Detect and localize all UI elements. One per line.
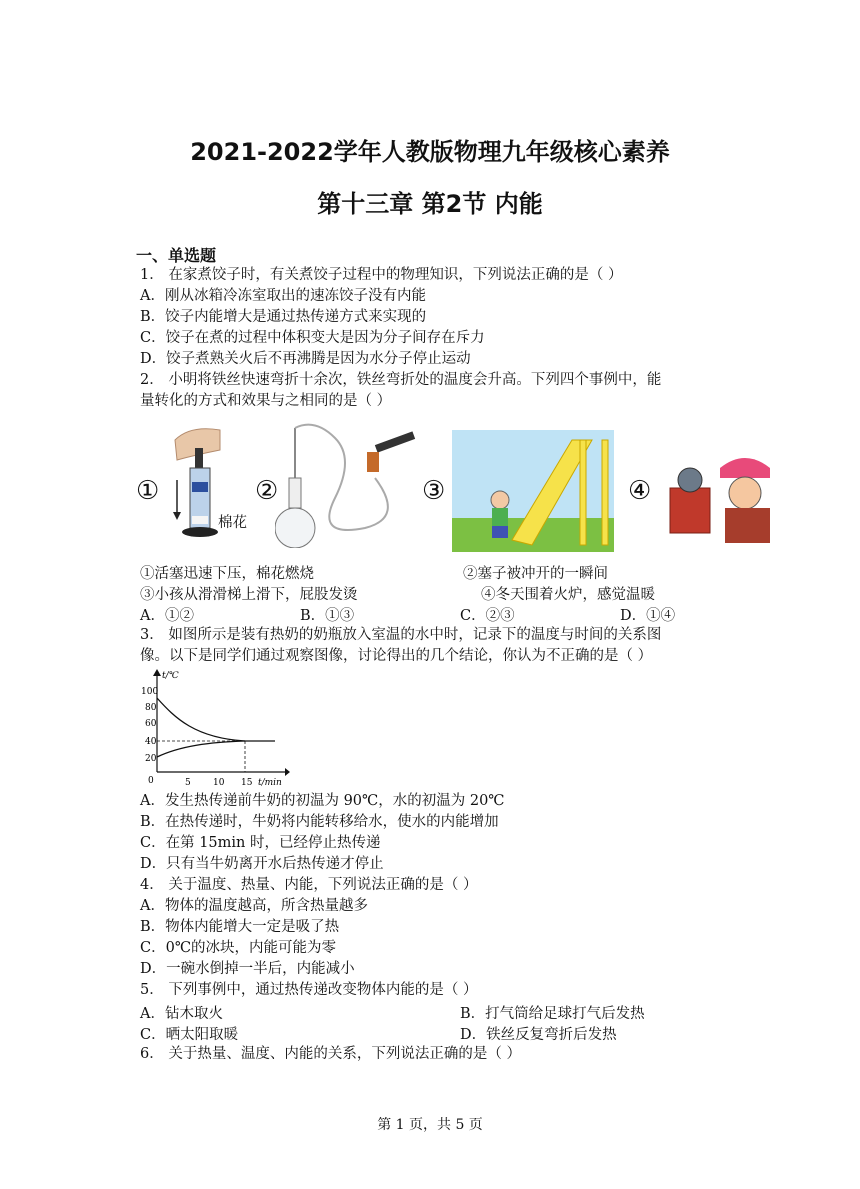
q4-stem: 4． 关于温度、热量、内能，下列说法正确的是（ ） — [140, 877, 478, 893]
q2-option-b: B．①③ — [300, 608, 355, 624]
x-axis-label: t/min — [258, 778, 282, 788]
q4-option-d: D．一碗水倒掉一半后，内能减小 — [140, 961, 355, 977]
stove-child-image — [665, 448, 780, 548]
marker-3: ③ — [422, 476, 446, 506]
chapter-title: 第十三章 第2节 内能 — [317, 190, 543, 218]
section-heading: 一、单选题 — [136, 246, 217, 265]
q1-option-c: C．饺子在煮的过程中体积变大是因为分子间存在斥力 — [140, 330, 485, 346]
x-tick-15: 15 — [241, 778, 253, 788]
y-tick-100: 100 — [141, 687, 159, 697]
q1-option-b: B．饺子内能增大是通过热传递方式来实现的 — [140, 309, 427, 325]
q3-option-d: D．只有当牛奶离开水后热传递才停止 — [140, 856, 384, 872]
temperature-time-graph — [140, 668, 290, 790]
marker-1: ① — [136, 476, 160, 506]
slide-image — [452, 430, 614, 552]
q5-option-c: C．晒太阳取暖 — [140, 1027, 239, 1043]
marker-2: ② — [255, 476, 279, 506]
q2-desc-4: ④冬天围着火炉，感觉温暖 — [481, 587, 655, 603]
water-curve — [157, 741, 245, 757]
q5-stem: 5． 下列事例中，通过热传递改变物体内能的是（ ） — [140, 982, 478, 998]
q3-stem-line2: 像。以下是同学们通过观察图像，讨论得出的几个结论，你认为不正确的是（ ） — [140, 648, 653, 664]
q4-option-c: C．0℃的冰块，内能可能为零 — [140, 940, 337, 956]
q5-option-a: A．钻木取火 — [140, 1006, 223, 1022]
milk-curve — [157, 698, 275, 741]
q5-option-d: D．铁丝反复弯折后发热 — [460, 1027, 617, 1043]
q2-option-d: D．①④ — [620, 608, 676, 624]
q4-option-a: A．物体的温度越高，所含热量越多 — [140, 898, 368, 914]
page-footer: 第 1 页，共 5 页 — [377, 1117, 483, 1133]
flask-stopper-image — [275, 418, 420, 548]
q3-option-a: A．发生热传递前牛奶的初温为 90℃，水的初温为 20℃ — [140, 793, 505, 809]
q2-desc-3: ③小孩从滑滑梯上滑下，屁股发烫 — [140, 587, 358, 603]
q2-stem-line1: 2． 小明将铁丝快速弯折十余次，铁丝弯折处的温度会升高。下列四个事例中，能 — [140, 372, 662, 388]
q2-stem-line2: 量转化的方式和效果与之相同的是（ ） — [140, 393, 392, 409]
q1-option-a: A．刚从冰箱冷冻室取出的速冻饺子没有内能 — [140, 288, 426, 304]
q4-option-b: B．物体内能增大一定是吸了热 — [140, 919, 340, 935]
q5-option-b: B．打气筒给足球打气后发热 — [460, 1006, 645, 1022]
y-tick-80: 80 — [145, 703, 157, 713]
q3-stem-line1: 3． 如图所示是装有热奶的奶瓶放入室温的水中时，记录下的温度与时间的关系图 — [140, 627, 662, 643]
q2-option-c: C．②③ — [460, 608, 515, 624]
marker-4: ④ — [628, 476, 652, 506]
q3-option-c: C．在第 15min 时，已经停止热传递 — [140, 835, 381, 851]
origin-label: 0 — [148, 776, 154, 786]
q3-option-b: B．在热传递时，牛奶将内能转移给水，使水的内能增加 — [140, 814, 499, 830]
q2-option-a: A．①② — [140, 608, 194, 624]
q2-desc-2: ②塞子被冲开的一瞬间 — [463, 566, 608, 582]
q1-option-d: D．饺子煮熟关火后不再沸腾是因为水分子停止运动 — [140, 351, 471, 367]
y-axis-label: t/℃ — [162, 671, 179, 681]
y-tick-60: 60 — [145, 719, 157, 729]
q6-stem: 6． 关于热量、温度、内能的关系，下列说法正确的是（ ） — [140, 1046, 521, 1062]
q1-stem: 1． 在家煮饺子时，有关煮饺子过程中的物理知识，下列说法正确的是（ ） — [140, 267, 623, 283]
y-tick-20: 20 — [145, 754, 157, 764]
x-tick-10: 10 — [213, 778, 225, 788]
y-tick-40: 40 — [145, 737, 157, 747]
x-tick-5: 5 — [185, 778, 191, 788]
cotton-label: 棉花 — [218, 515, 247, 531]
document-title: 2021-2022学年人教版物理九年级核心素养 — [190, 138, 670, 166]
q2-desc-1: ①活塞迅速下压，棉花燃烧 — [140, 566, 314, 582]
